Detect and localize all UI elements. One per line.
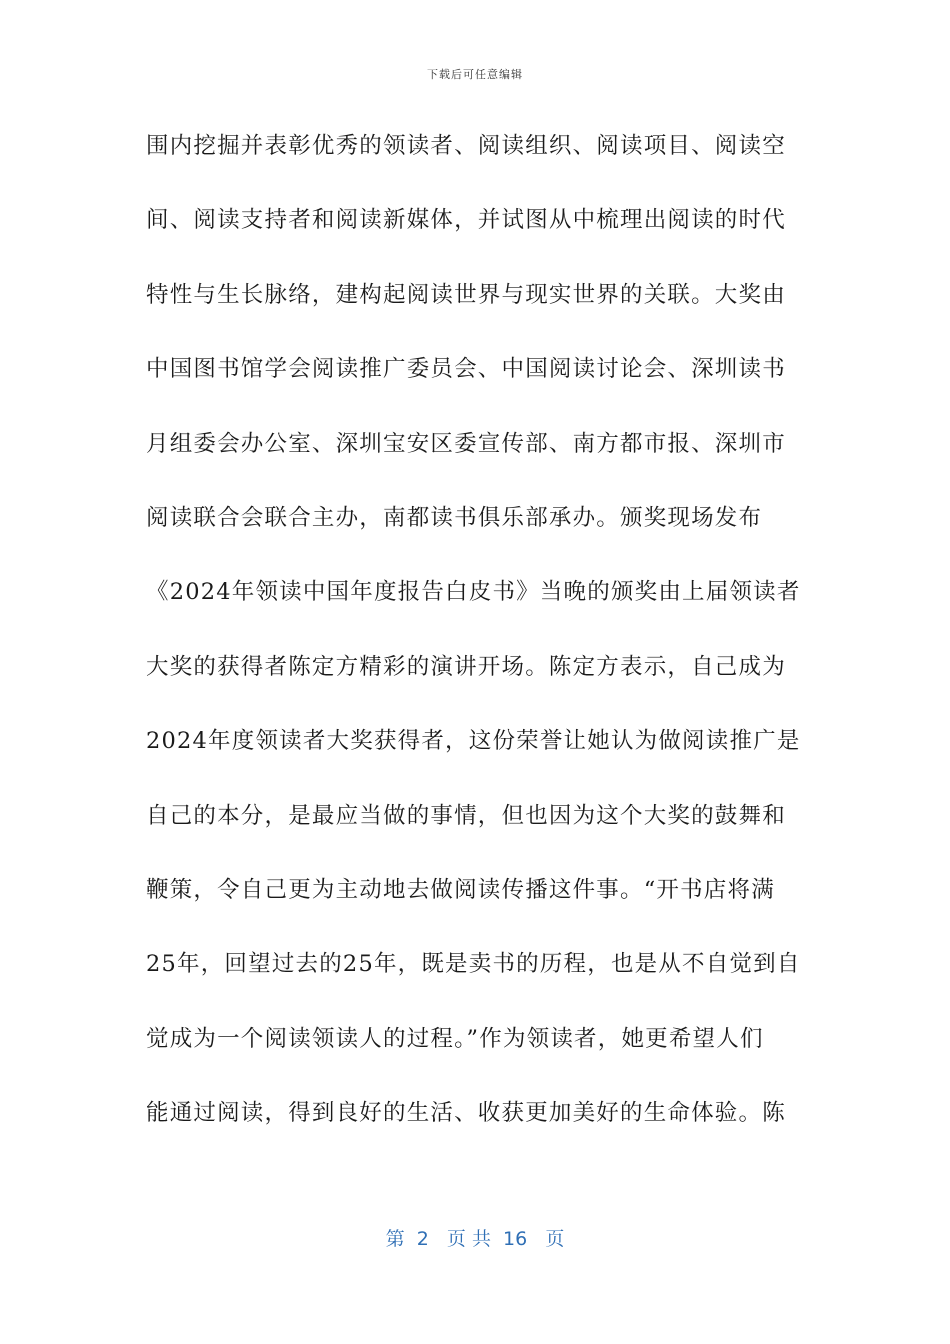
text-line: 2024年度领读者大奖获得者，这份荣誉让她认为做阅读推广是 [146,728,801,755]
text-line: 自己的本分，是最应当做的事情，但也因为这个大奖的鼓舞和 [146,802,786,829]
text-line: 大奖的获得者陈定方精彩的演讲开场。陈定方表示，自己成为 [146,653,786,680]
header-note: 下载后可任意编辑 [427,68,523,81]
text-line: 月组委会办公室、深圳宝安区委宣传部、南方都市报、深圳市 [146,430,786,457]
text-line: 间、阅读支持者和阅读新媒体，并试图从中梳理出阅读的时代 [146,207,786,234]
text-line: 围内挖掘并表彰优秀的领读者、阅读组织、阅读项目、阅读空 [146,133,786,159]
text-line: 鞭策，令自己更为主动地去做阅读传播这件事。“开书店将满 [146,876,775,903]
text-line: 能通过阅读，得到良好的生活、收获更加美好的生命体验。陈 [146,1100,786,1127]
document-body [146,126,806,1167]
page-number-footer: 第 2 页 共 16 页 [385,1228,565,1250]
text-line: 觉成为一个阅读领读人的过程。”作为领读者，她更希望人们 [146,1025,764,1052]
text-line: 25年，回望过去的25年，既是卖书的历程，也是从不自觉到自 [146,951,801,978]
text-line: 《2024年领读中国年度报告白皮书》当晚的颁奖由上届领读者 [146,579,801,606]
text-line: 阅读联合会联合主办，南都读书俱乐部承办。颁奖现场发布 [146,504,763,531]
text-line: 中国图书馆学会阅读推广委员会、中国阅读讨论会、深圳读书 [146,356,786,383]
text-line: 特性与生长脉络，建构起阅读世界与现实世界的关联。大奖由 [146,281,786,308]
